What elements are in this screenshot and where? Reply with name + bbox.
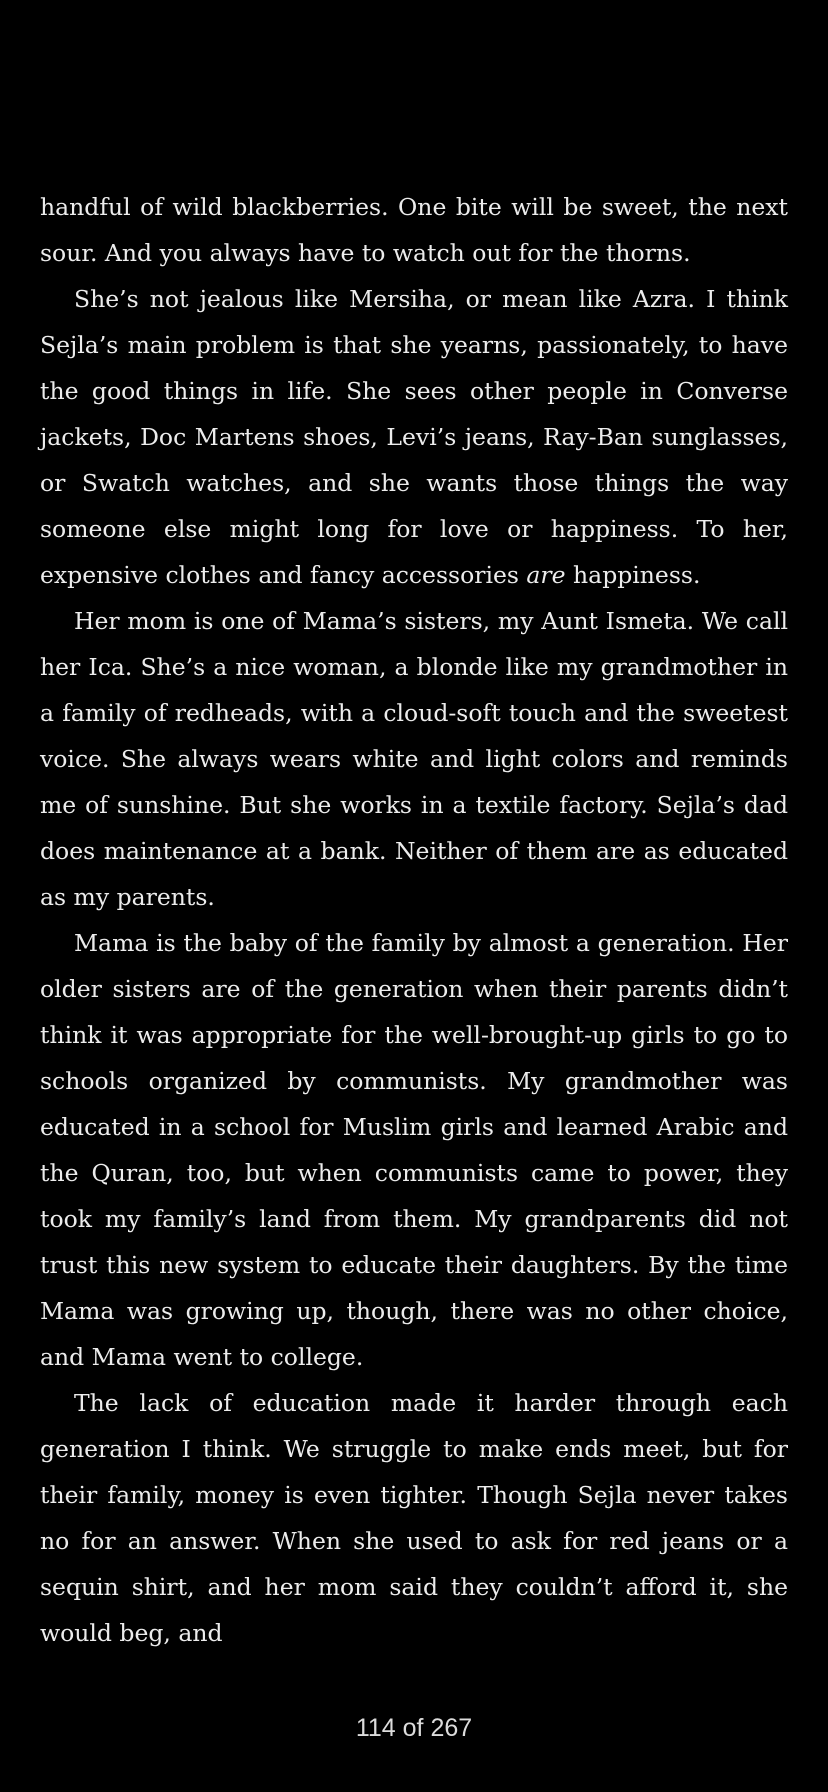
- paragraph-2: [40, 276, 788, 598]
- paragraph-2-text-start: She’s not jealous like Mersiha, or mean like Azra. I think Sejla’s main problem is that she yearns, passionately, to have the good things in life. She sees other people in Converse jackets, Doc Martens shoes, Levi’s jeans, Ray-Ban sunglasses, or Swatch watches, and she wants those things the way someone else might long for love or happiness. To her, expensive clothes and fancy accessories: [40, 285, 788, 589]
- page-indicator[interactable]: 114 of 267: [355, 1714, 473, 1742]
- paragraph-5: The lack of education made it harder through each generation I think. We struggle to make ends meet, but for their family, money is even tighter. Though Sejla never takes no for an answer. When she used to ask for red jeans or a sequin shirt, and her mom said they couldn’t afford it, she would beg, and: [40, 1389, 788, 1647]
- paragraph-3: Her mom is one of Mama’s sisters, my Aunt Ismeta. We call her Ica. She’s a nice woman, a blonde like my grandmother in a family of redheads, with a cloud-soft touch and the sweetest voice. She always wears white and light colors and reminds me of sunshine. But she works in a textile factory. Sejla’s dad does maintenance at a bank. Neither of them are as educated as my parents.: [40, 607, 788, 911]
- paragraph-2-text-end: happiness.: [565, 561, 701, 589]
- book-text: [40, 184, 788, 1656]
- paragraph-4: Mama is the baby of the family by almost a generation. Her older sisters are of the generation when their parents didn’t think it was appropriate for the well-brought-up girls to go to schools organized by communists. My grandmother was educated in a school for Muslim girls and learned Arabic and the Quran, too, but when communists came to power, they took my family’s land from them. My grandparents did not trust this new system to educate their daughters. By the time Mama was growing up, though, there was no other choice, and Mama went to college.: [40, 929, 788, 1371]
- paragraph-2-emphasis: are: [526, 561, 566, 589]
- paragraph-1: handful of wild blackberries. One bite will be sweet, the next sour. And you always have to watch out for the thorns.: [40, 193, 788, 267]
